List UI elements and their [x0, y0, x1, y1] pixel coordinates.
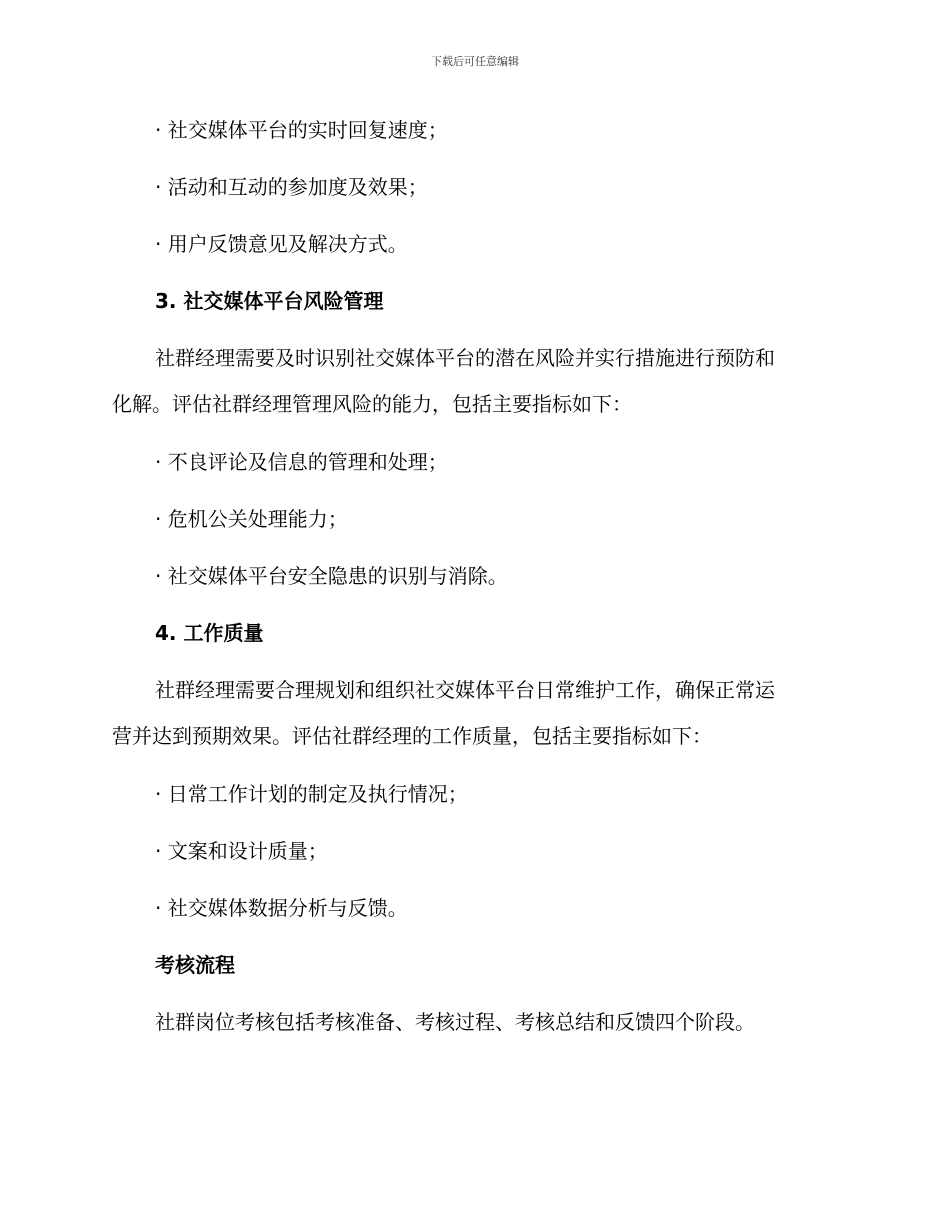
section-heading-process: 考核流程: [155, 953, 235, 977]
section-heading-quality: 4. 工作质量: [155, 621, 264, 645]
bullet-item: · 用户反馈意见及解决方式。: [155, 232, 408, 256]
paragraph-line: 社群经理需要合理规划和组织社交媒体平台日常维护工作，确保正常运: [155, 678, 775, 702]
paragraph-line: 营并达到预期效果。评估社群经理的工作质量，包括主要指标如下：: [112, 724, 712, 748]
bullet-item: · 不良评论及信息的管理和处理；: [155, 450, 448, 474]
section-heading-risk: 3. 社交媒体平台风险管理: [155, 289, 384, 313]
page-header: 下载后可任意编辑: [431, 55, 519, 68]
bullet-item: · 日常工作计划的制定及执行情况；: [155, 782, 468, 806]
bullet-item: · 社交媒体平台安全隐患的识别与消除。: [155, 564, 508, 588]
bullet-item: · 活动和互动的参加度及效果；: [155, 175, 428, 199]
paragraph-line: 化解。评估社群经理管理风险的能力，包括主要指标如下：: [112, 392, 632, 416]
bullet-item: · 社交媒体数据分析与反馈。: [155, 896, 408, 920]
bullet-item: · 社交媒体平台的实时回复速度；: [155, 118, 448, 142]
bullet-item: · 文案和设计质量；: [155, 839, 328, 863]
paragraph-line: 社群经理需要及时识别社交媒体平台的潜在风险并实行措施进行预防和: [155, 346, 775, 370]
bullet-item: · 危机公关处理能力；: [155, 507, 348, 531]
paragraph-line: 社群岗位考核包括考核准备、考核过程、考核总结和反馈四个阶段。: [155, 1010, 755, 1034]
